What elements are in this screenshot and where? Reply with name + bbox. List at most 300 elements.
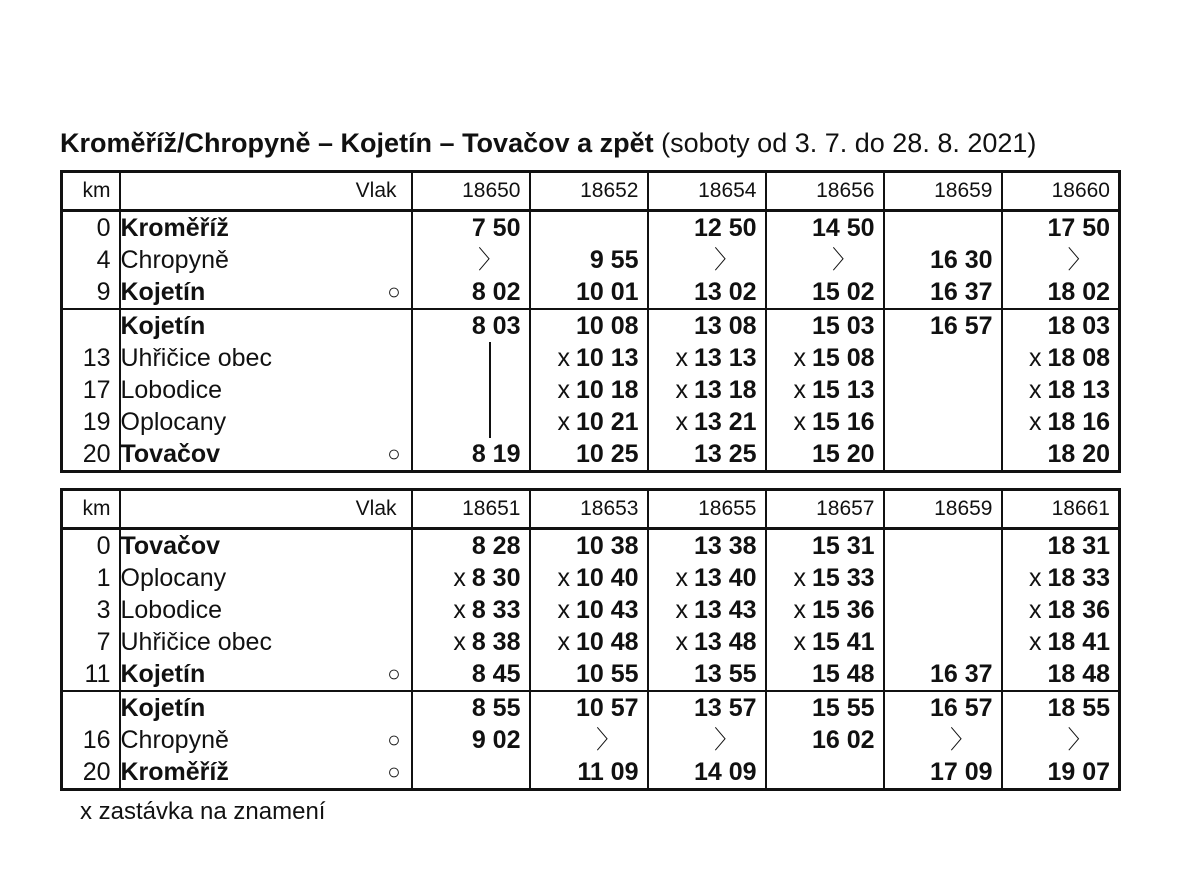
passes-without-stop-icon: 〉: [949, 726, 975, 754]
time-value: 13 48: [693, 628, 757, 656]
time-cell: [648, 211, 766, 245]
table-row: [62, 309, 1120, 342]
request-stop-mark: x: [793, 376, 806, 404]
table-row: [62, 658, 1120, 691]
time-value: 10 48: [575, 628, 639, 656]
time-cell: [530, 594, 648, 626]
pass-through-line: [489, 374, 491, 406]
time-value: 10 13: [575, 344, 639, 372]
time-value: 15 31: [811, 532, 875, 560]
train-number: 18653: [530, 490, 648, 529]
time-cell: [412, 691, 530, 724]
time-value: 18 02: [1047, 278, 1110, 306]
time-cell: [412, 756, 530, 790]
request-stop-mark: x: [1028, 408, 1042, 436]
station-cell: [120, 724, 412, 756]
table-row: [62, 374, 1120, 406]
time-cell: [412, 342, 530, 374]
time-cell: [648, 309, 766, 342]
time-value: 9 55: [589, 246, 639, 274]
station-cell: [120, 374, 412, 406]
km-header: km: [62, 490, 120, 529]
table-row: [62, 562, 1120, 594]
time-value: 13 02: [693, 278, 757, 306]
station-name: Oplocany: [120, 564, 227, 592]
request-stop-mark: x: [675, 344, 688, 372]
title-validity: (soboty od 3. 7. do 28. 8. 2021): [653, 128, 1037, 158]
station-cell: [120, 529, 412, 563]
passes-without-stop-icon: 〉: [713, 246, 739, 274]
table-row: [62, 594, 1120, 626]
station-cell: [120, 658, 412, 691]
time-value: 11 09: [577, 758, 639, 786]
passes-without-stop-icon: 〉: [1067, 246, 1093, 274]
time-cell: [1002, 756, 1120, 790]
time-cell: [412, 626, 530, 658]
time-value: 15 13: [811, 376, 875, 404]
time-cell: [766, 691, 884, 724]
time-cell: [1002, 342, 1120, 374]
time-value: 13 21: [693, 408, 757, 436]
time-cell: [1002, 691, 1120, 724]
time-cell: [530, 406, 648, 438]
time-value: 18 08: [1047, 344, 1110, 372]
request-stop-mark: x: [793, 344, 806, 372]
station-cell: [120, 276, 412, 309]
request-stop-mark: x: [1028, 564, 1042, 592]
time-value: 16 57: [929, 312, 993, 340]
km-value: 13: [62, 342, 120, 374]
request-stop-mark: x: [675, 408, 688, 436]
time-value: 17 09: [929, 758, 993, 786]
time-cell: [1002, 211, 1120, 245]
time-cell: [884, 724, 1002, 756]
station-cell: [120, 211, 412, 245]
time-cell: [766, 438, 884, 472]
time-value: 18 48: [1047, 660, 1110, 688]
time-cell: [884, 626, 1002, 658]
time-value: 15 36: [811, 596, 875, 624]
train-number: 18656: [766, 172, 884, 211]
km-value: 17: [62, 374, 120, 406]
km-value: 3: [62, 594, 120, 626]
time-cell: [530, 658, 648, 691]
time-value: 10 40: [575, 564, 639, 592]
time-value: 13 08: [693, 312, 757, 340]
time-value: 14 50: [811, 214, 875, 242]
time-value: 10 43: [575, 596, 639, 624]
time-cell: [648, 374, 766, 406]
station-cell: [120, 691, 412, 724]
time-value: 8 02: [471, 278, 521, 306]
time-value: 18 33: [1047, 564, 1110, 592]
km-value: 19: [62, 406, 120, 438]
time-value: 8 55: [471, 694, 521, 722]
time-cell: [648, 342, 766, 374]
time-value: 10 18: [575, 376, 639, 404]
time-cell: [412, 529, 530, 563]
time-cell: [648, 276, 766, 309]
time-cell: [648, 406, 766, 438]
km-header: km: [62, 172, 120, 211]
time-cell: [884, 658, 1002, 691]
time-cell: [884, 756, 1002, 790]
time-cell: [766, 626, 884, 658]
table-row: [62, 276, 1120, 309]
time-value: 10 25: [575, 440, 639, 468]
time-value: 15 16: [811, 408, 875, 436]
station-cell: [120, 342, 412, 374]
train-number: 18660: [1002, 172, 1120, 211]
time-value: 8 03: [471, 312, 521, 340]
time-cell: [530, 342, 648, 374]
time-cell: [884, 342, 1002, 374]
time-value: 8 33: [471, 596, 521, 624]
time-value: 15 03: [811, 312, 875, 340]
time-value: 13 43: [693, 596, 757, 624]
table-row: [62, 406, 1120, 438]
header-row: [62, 490, 1120, 529]
time-cell: [648, 562, 766, 594]
time-value: 10 57: [575, 694, 639, 722]
time-value: 17 50: [1047, 214, 1110, 242]
time-value: 15 33: [811, 564, 875, 592]
station-cell: [120, 562, 412, 594]
time-value: 10 08: [575, 312, 639, 340]
table-row: [62, 691, 1120, 724]
time-value: 13 25: [693, 440, 757, 468]
time-cell: [648, 691, 766, 724]
request-stop-mark: x: [1028, 344, 1042, 372]
time-cell: [1002, 724, 1120, 756]
time-value: 18 03: [1047, 312, 1110, 340]
time-cell: [412, 594, 530, 626]
time-value: 16 57: [929, 694, 993, 722]
request-stop-mark: x: [793, 564, 806, 592]
train-number: 18654: [648, 172, 766, 211]
time-value: 18 36: [1047, 596, 1110, 624]
time-cell: [884, 691, 1002, 724]
table-row: [62, 724, 1120, 756]
terminus-circle-icon: ○: [387, 279, 401, 304]
km-value: 7: [62, 626, 120, 658]
time-value: 16 30: [929, 246, 993, 274]
time-value: 15 08: [811, 344, 875, 372]
time-cell: [766, 529, 884, 563]
train-number: 18651: [412, 490, 530, 529]
time-cell: [648, 626, 766, 658]
station-name: Chropyně: [120, 246, 229, 274]
time-cell: [412, 658, 530, 691]
request-stop-mark: x: [453, 628, 466, 656]
km-value: 11: [62, 658, 120, 691]
request-stop-mark: x: [453, 596, 466, 624]
time-cell: [412, 438, 530, 472]
time-cell: [884, 529, 1002, 563]
time-cell: [530, 244, 648, 276]
time-cell: [1002, 594, 1120, 626]
time-cell: [766, 276, 884, 309]
request-stop-mark: x: [675, 564, 688, 592]
time-value: 13 57: [693, 694, 757, 722]
train-number: 18661: [1002, 490, 1120, 529]
terminus-circle-icon: ○: [387, 727, 401, 752]
time-value: 16 02: [811, 726, 875, 754]
time-cell: [1002, 244, 1120, 276]
train-number: 18652: [530, 172, 648, 211]
time-cell: [884, 406, 1002, 438]
request-stop-mark: x: [793, 628, 806, 656]
time-value: 15 48: [811, 660, 875, 688]
time-value: 8 28: [471, 532, 521, 560]
km-value: 9: [62, 276, 120, 309]
passes-without-stop-icon: 〉: [1067, 726, 1093, 754]
time-cell: [530, 691, 648, 724]
time-cell: [648, 438, 766, 472]
table-row: [62, 529, 1120, 563]
train-number: 18659: [884, 172, 1002, 211]
time-value: 9 02: [471, 726, 521, 754]
time-value: 13 55: [693, 660, 757, 688]
time-cell: [412, 309, 530, 342]
time-value: 18 41: [1047, 628, 1110, 656]
time-cell: [766, 309, 884, 342]
time-cell: [648, 756, 766, 790]
time-value: 10 01: [575, 278, 639, 306]
km-value: 20: [62, 756, 120, 790]
time-cell: [766, 562, 884, 594]
vlak-header: Vlak: [120, 490, 412, 529]
time-cell: [648, 244, 766, 276]
table-row: [62, 244, 1120, 276]
request-stop-mark: x: [557, 628, 570, 656]
station-name: Chropyně: [120, 726, 229, 754]
time-value: 18 13: [1047, 376, 1110, 404]
time-cell: [1002, 276, 1120, 309]
time-cell: [1002, 438, 1120, 472]
time-cell: [884, 276, 1002, 309]
time-value: 13 38: [693, 532, 757, 560]
km-value: [62, 309, 120, 342]
time-cell: [648, 594, 766, 626]
time-cell: [766, 658, 884, 691]
timetable-return: [60, 488, 1121, 791]
time-cell: [884, 309, 1002, 342]
time-cell: [412, 406, 530, 438]
station-name: Kroměříž: [120, 758, 229, 786]
time-cell: [530, 724, 648, 756]
time-cell: [766, 594, 884, 626]
time-value: 18 20: [1047, 440, 1110, 468]
time-value: 15 41: [811, 628, 875, 656]
time-cell: [412, 244, 530, 276]
time-cell: [530, 626, 648, 658]
time-value: 19 07: [1047, 758, 1110, 786]
km-value: 16: [62, 724, 120, 756]
time-cell: [648, 658, 766, 691]
passes-without-stop-icon: 〉: [713, 726, 739, 754]
station-name: Uhřičice obec: [120, 344, 272, 372]
time-cell: [530, 438, 648, 472]
time-value: 18 31: [1047, 532, 1110, 560]
station-name: Lobodice: [120, 376, 222, 404]
time-value: 16 37: [929, 278, 993, 306]
time-cell: [530, 374, 648, 406]
time-cell: [1002, 626, 1120, 658]
station-name: Tovačov: [120, 440, 221, 468]
time-cell: [648, 529, 766, 563]
time-cell: [766, 724, 884, 756]
vlak-header: Vlak: [120, 172, 412, 211]
time-cell: [884, 438, 1002, 472]
train-number: 18655: [648, 490, 766, 529]
time-value: 15 20: [811, 440, 875, 468]
request-stop-mark: x: [453, 564, 466, 592]
timetable-outbound: [60, 170, 1121, 473]
time-cell: [884, 374, 1002, 406]
request-stop-mark: x: [675, 628, 688, 656]
time-value: 12 50: [693, 214, 757, 242]
station-name: Oplocany: [120, 408, 227, 436]
time-value: 15 02: [811, 278, 875, 306]
pass-through-line: [489, 342, 491, 374]
station-cell: [120, 244, 412, 276]
request-stop-mark: x: [557, 376, 570, 404]
time-cell: [1002, 529, 1120, 563]
table-row: [62, 626, 1120, 658]
passes-without-stop-icon: 〉: [595, 726, 621, 754]
title-route: Kroměříž/Chropyně – Kojetín – Tovačov a zpět: [60, 128, 654, 158]
time-cell: [412, 211, 530, 245]
footnote: x zastávka na znamení: [80, 798, 326, 825]
time-cell: [648, 724, 766, 756]
km-value: 0: [62, 529, 120, 563]
time-value: 8 19: [471, 440, 521, 468]
time-value: 16 37: [929, 660, 993, 688]
km-value: 20: [62, 438, 120, 472]
time-value: 7 50: [471, 214, 521, 242]
train-number: 18659: [884, 490, 1002, 529]
time-value: 13 40: [693, 564, 757, 592]
terminus-circle-icon: ○: [387, 759, 401, 784]
request-stop-mark: x: [557, 596, 570, 624]
time-cell: [1002, 658, 1120, 691]
request-stop-mark: x: [1028, 376, 1042, 404]
passes-without-stop-icon: 〉: [477, 246, 503, 274]
table-row: [62, 342, 1120, 374]
time-cell: [884, 594, 1002, 626]
station-name: Tovačov: [120, 532, 221, 560]
time-cell: [766, 374, 884, 406]
station-cell: [120, 756, 412, 790]
station-name: Lobodice: [120, 596, 222, 624]
time-cell: [412, 562, 530, 594]
km-value: 1: [62, 562, 120, 594]
time-cell: [1002, 374, 1120, 406]
pass-through-line: [489, 406, 491, 438]
passes-without-stop-icon: 〉: [831, 246, 857, 274]
time-value: 8 45: [471, 660, 521, 688]
time-cell: [884, 562, 1002, 594]
request-stop-mark: x: [675, 596, 688, 624]
time-cell: [766, 406, 884, 438]
time-value: 18 16: [1047, 408, 1110, 436]
time-cell: [1002, 406, 1120, 438]
time-value: 10 38: [575, 532, 639, 560]
time-cell: [530, 756, 648, 790]
time-value: 8 38: [471, 628, 521, 656]
time-value: 10 55: [575, 660, 639, 688]
terminus-circle-icon: ○: [387, 441, 401, 466]
time-cell: [412, 724, 530, 756]
request-stop-mark: x: [1028, 596, 1042, 624]
km-value: 0: [62, 211, 120, 245]
time-cell: [766, 244, 884, 276]
time-cell: [884, 244, 1002, 276]
time-value: 13 18: [693, 376, 757, 404]
request-stop-mark: x: [557, 344, 570, 372]
timetable-title: [60, 128, 1036, 159]
station-name: Uhřičice obec: [120, 628, 272, 656]
table-row: [62, 756, 1120, 790]
table-row: [62, 211, 1120, 245]
station-cell: [120, 406, 412, 438]
request-stop-mark: x: [1028, 628, 1042, 656]
station-cell: [120, 438, 412, 472]
time-value: 18 55: [1047, 694, 1110, 722]
station-name: Kojetín: [120, 312, 206, 340]
time-cell: [766, 756, 884, 790]
time-value: 15 55: [811, 694, 875, 722]
request-stop-mark: x: [557, 408, 570, 436]
request-stop-mark: x: [793, 596, 806, 624]
station-name: Kojetín: [120, 660, 206, 688]
time-value: 8 30: [471, 564, 521, 592]
time-value: 10 21: [575, 408, 639, 436]
station-cell: [120, 309, 412, 342]
time-cell: [412, 374, 530, 406]
terminus-circle-icon: ○: [387, 661, 401, 686]
km-value: [62, 691, 120, 724]
station-name: Kroměříž: [120, 214, 229, 242]
header-row: [62, 172, 1120, 211]
time-cell: [766, 342, 884, 374]
station-cell: [120, 594, 412, 626]
train-number: 18650: [412, 172, 530, 211]
km-value: 4: [62, 244, 120, 276]
time-value: 13 13: [693, 344, 757, 372]
time-value: 14 09: [693, 758, 757, 786]
time-cell: [530, 309, 648, 342]
time-cell: [530, 276, 648, 309]
time-cell: [530, 529, 648, 563]
time-cell: [1002, 562, 1120, 594]
time-cell: [530, 211, 648, 245]
time-cell: [884, 211, 1002, 245]
train-number: 18657: [766, 490, 884, 529]
time-cell: [1002, 309, 1120, 342]
request-stop-mark: x: [793, 408, 806, 436]
time-cell: [766, 211, 884, 245]
table-row: [62, 438, 1120, 472]
station-name: Kojetín: [120, 278, 206, 306]
request-stop-mark: x: [675, 376, 688, 404]
request-stop-mark: x: [557, 564, 570, 592]
station-cell: [120, 626, 412, 658]
time-cell: [530, 562, 648, 594]
time-cell: [412, 276, 530, 309]
station-name: Kojetín: [120, 694, 206, 722]
